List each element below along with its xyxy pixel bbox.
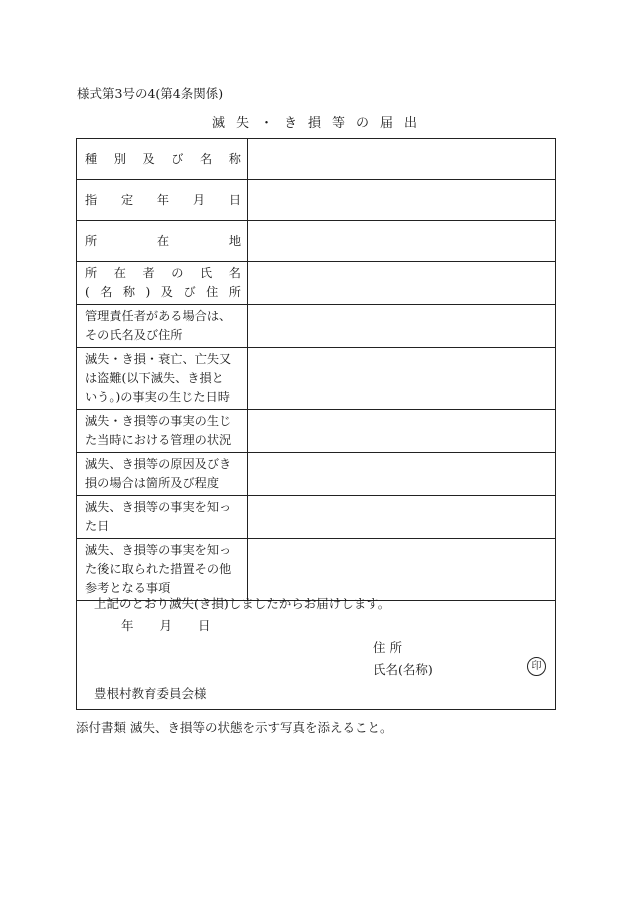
field-cause-extent[interactable] xyxy=(248,453,556,496)
field-type-name[interactable] xyxy=(248,139,556,180)
field-designation-date[interactable] xyxy=(248,180,556,221)
month-label: 月 xyxy=(159,618,173,633)
label-char: ) xyxy=(145,285,151,299)
row-label-management-status xyxy=(77,410,248,453)
row-label-location xyxy=(77,221,248,262)
label-line: 滅失、き損等の事実を知っ xyxy=(85,500,232,514)
field-known-date[interactable] xyxy=(248,496,556,539)
field-location[interactable] xyxy=(248,221,556,262)
label-line: 参考となる事項 xyxy=(85,581,171,595)
field-management-status[interactable] xyxy=(248,410,556,453)
spread-label xyxy=(85,150,241,169)
label-line: 滅失、き損等の事実を知っ xyxy=(85,543,232,557)
label-char: 氏 xyxy=(200,266,213,280)
label-line: は盗難(以下滅失、き損と xyxy=(85,371,224,385)
row-label-known-date xyxy=(77,496,248,539)
form-number: 様式第3号の4(第4条関係) xyxy=(77,86,224,101)
label-char: 名 xyxy=(200,151,213,166)
label-char: 地 xyxy=(228,233,241,248)
label-char: び xyxy=(171,151,184,166)
spread-label xyxy=(85,264,241,283)
field-manager[interactable] xyxy=(248,305,556,348)
label-char: 称 xyxy=(122,285,136,299)
spread-label xyxy=(85,191,241,210)
row-label-designation-date xyxy=(77,180,248,221)
field-owner[interactable] xyxy=(248,262,556,305)
declaration-text: 上記のとおり滅失(き損)しましたからお届けします。 xyxy=(94,596,391,611)
label-char: 指 xyxy=(85,192,98,207)
table-row xyxy=(77,496,556,539)
row-label-owner xyxy=(77,262,248,305)
label-char: 在 xyxy=(113,266,126,280)
table-row xyxy=(77,180,556,221)
label-char: 定 xyxy=(120,192,134,207)
label-char: 及 xyxy=(160,285,173,299)
label-line: 滅失・き損・衰亡、亡失又 xyxy=(85,352,232,366)
spread-label xyxy=(85,283,241,302)
form-title: 滅失・き損等の届出 xyxy=(211,116,428,131)
table-row xyxy=(77,305,556,348)
label-line: た日 xyxy=(85,519,110,533)
day-label: 日 xyxy=(198,618,211,633)
row-label-loss-datetime xyxy=(77,348,248,410)
year-label: 年 xyxy=(121,618,134,633)
label-char: 所 xyxy=(228,285,241,299)
spread-label xyxy=(85,232,241,251)
label-char: 名 xyxy=(100,285,113,299)
label-line: 滅失・き損等の事実の生じ xyxy=(85,414,232,428)
table-row xyxy=(77,453,556,496)
date-line[interactable] xyxy=(121,616,233,634)
label-line: 管理責任者がある場合は、 xyxy=(85,309,232,323)
label-char: 住 xyxy=(206,285,219,299)
row-label-manager xyxy=(77,305,248,348)
table-row xyxy=(77,262,556,305)
label-char: の xyxy=(171,266,184,280)
label-char: ( xyxy=(85,285,90,299)
table-row xyxy=(77,348,556,410)
label-char: 及 xyxy=(142,151,155,166)
label-char: 所 xyxy=(85,266,98,280)
label-char: 種 xyxy=(85,151,98,166)
address-label: 住 所 xyxy=(373,640,402,655)
label-char: 日 xyxy=(228,192,241,207)
table-row xyxy=(77,410,556,453)
row-label-cause-extent xyxy=(77,453,248,496)
row-label-type-name xyxy=(77,139,248,180)
label-char: 年 xyxy=(156,192,170,207)
label-char: 別 xyxy=(113,151,126,166)
table-row xyxy=(77,221,556,262)
label-char: 名 xyxy=(228,266,241,280)
label-char: 称 xyxy=(228,151,241,166)
label-char: び xyxy=(183,285,196,299)
seal-icon: 印 xyxy=(527,657,546,676)
label-line: 滅失、き損等の原因及びき xyxy=(85,457,232,471)
table-row xyxy=(77,139,556,180)
attachment-note: 添付書類 滅失、き損等の状態を示す写真を添えること。 xyxy=(76,720,393,735)
label-char: 在 xyxy=(156,233,170,248)
label-line: その氏名及び住所 xyxy=(85,328,183,342)
recipient: 豊根村教育委員会様 xyxy=(94,686,207,701)
field-loss-datetime[interactable] xyxy=(248,348,556,410)
label-line: た後に取られた措置その他 xyxy=(85,562,232,576)
name-label: 氏名(名称) xyxy=(373,662,433,677)
declaration-box xyxy=(76,578,556,710)
label-line: いう。)の事実の生じた日時 xyxy=(85,390,230,404)
notification-form-table xyxy=(76,138,556,601)
label-line: た当時における管理の状況 xyxy=(85,433,232,447)
label-char: 月 xyxy=(192,192,206,207)
label-char: 者 xyxy=(142,266,155,280)
label-line: 損の場合は箇所及び程度 xyxy=(85,476,220,490)
label-char: 所 xyxy=(85,233,98,248)
